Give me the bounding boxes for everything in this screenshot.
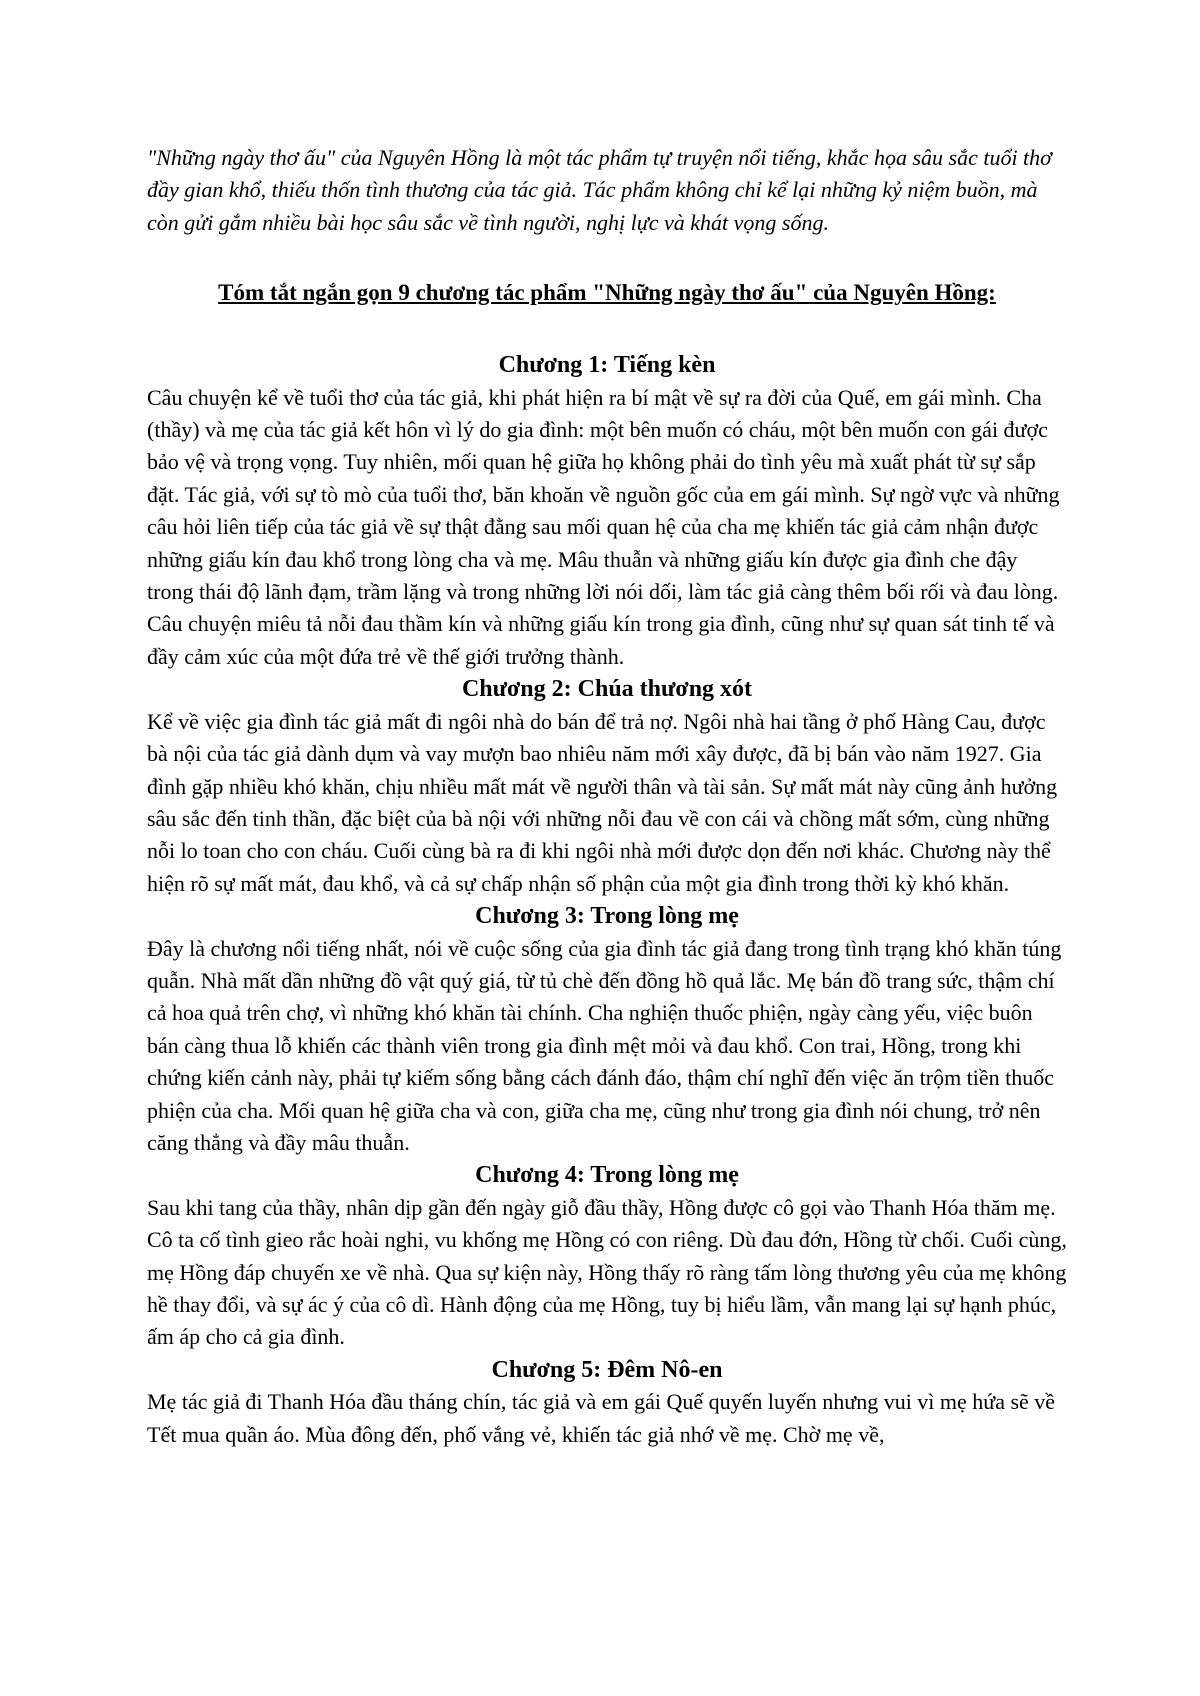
chapter-title: Chương 3: Trong lòng mẹ (475, 903, 739, 930)
intro-paragraph: "Những ngày thơ ấu" của Nguyên Hồng là một tác phẩm tự truyện nổi tiếng, khắc họa sâu sắc tuổi thơ đầy gian khổ, thiếu thốn tình thương của tác giả. Tác phẩm không chỉ kể lại những kỷ niệm buồn, mà còn gửi gắm nhiều bài học sâu sắc về tình người, nghị lực và khát vọng sống. (147, 145, 1052, 235)
chapter-title: Chương 4: Trong lòng mẹ (475, 1162, 739, 1189)
chapter-section (147, 1354, 1067, 1451)
chapter-section (147, 673, 1067, 900)
chapter-section (147, 900, 1067, 1159)
chapter-title: Chương 1: Tiếng kèn (498, 352, 716, 379)
chapter-section (147, 349, 1067, 673)
chapter-body: Sau khi tang của thầy, nhân dịp gần đến ngày giỗ đầu thầy, Hồng được cô gọi vào Thanh Hóa thăm mẹ. Cô ta cố tình gieo rắc hoài nghi, vu khống mẹ Hồng có con riêng. Dù đau đớn, Hồng từ chối. Cuối cùng, mẹ Hồng đáp chuyến xe về nhà. Qua sự kiện này, Hồng thấy rõ ràng tấm lòng thương yêu của mẹ không hề thay đổi, và sự ác ý của cô dì. Hành động của mẹ Hồng, tuy bị hiểu lầm, vẫn mang lại sự hạnh phúc, ấm áp cho cả gia đình. (147, 1194, 1067, 1350)
chapter-title: Chương 5: Đêm Nô-en (491, 1356, 723, 1383)
document-content (147, 142, 1067, 1451)
chapter-body: Câu chuyện kể về tuổi thơ của tác giả, khi phát hiện ra bí mật về sự ra đời của Quế, em gái mình. Cha (thầy) và mẹ của tác giả kết hôn vì lý do gia đình: một bên muốn có cháu, một bên muốn con gái được bảo vệ và trọng vọng. Tuy nhiên, mối quan hệ giữa họ không phải do tình yêu mà xuất phát từ sự sắp đặt. Tác giả, với sự tò mò của tuổi thơ, băn khoăn về nguồn gốc của em gái mình. Sự ngờ vực và những câu hỏi liên tiếp của tác giả về sự thật đằng sau mối quan hệ của cha mẹ khiến tác giả cảm nhận được những giấu kín đau khổ trong lòng cha và mẹ. Mâu thuẫn và những giấu kín được gia đình che đậy trong thái độ lãnh đạm, trầm lặng và trong những lời nói dối, làm tác giả càng thêm bối rối và đau lòng. Câu chuyện miêu tả nỗi đau thầm kín và những giấu kín trong gia đình, cũng như sự quan sát tinh tế và đầy cảm xúc của một đứa trẻ về thế giới trưởng thành. (147, 384, 1060, 669)
chapter-body: Kể về việc gia đình tác giả mất đi ngôi nhà do bán để trả nợ. Ngôi nhà hai tầng ở phố Hàng Cau, được bà nội của tác giả dành dụm và vay mượn bao nhiêu năm mới xây được, đã bị bán vào năm 1927. Gia đình gặp nhiều khó khăn, chịu nhiều mất mát về người thân và tài sản. Sự mất mát này cũng ảnh hưởng sâu sắc đến tinh thần, đặc biệt của bà nội với những nỗi đau về con cái và chồng mất sớm, cùng những nỗi lo toan cho con cháu. Cuối cùng bà ra đi khi ngôi nhà mới được dọn đến nơi khác. Chương này thể hiện rõ sự mất mát, đau khổ, và cả sự chấp nhận số phận của một gia đình trong thời kỳ khó khăn. (147, 708, 1058, 896)
chapter-title: Chương 2: Chúa thương xót (461, 676, 753, 703)
chapter-body: Mẹ tác giả đi Thanh Hóa đầu tháng chín, tác giả và em gái Quế quyến luyến nhưng vui vì mẹ hứa sẽ về Tết mua quần áo. Mùa đông đến, phố vắng vẻ, khiến tác giả nhớ về mẹ. Chờ mẹ về, (147, 1389, 1056, 1447)
summary-heading: Tóm tắt ngắn gọn 9 chương tác phẩm "Những ngày thơ ấu" của Nguyên Hồng: (218, 280, 996, 306)
chapter-section (147, 1159, 1067, 1353)
chapter-body: Đây là chương nổi tiếng nhất, nói về cuộc sống của gia đình tác giả đang trong tình trạng khó khăn túng quẫn. Nhà mất dần những đồ vật quý giá, từ tủ chè đến đồng hồ quả lắc. Mẹ bán đồ trang sức, thậm chí cả hoa quả trên chợ, vì những khó khăn tài chính. Cha nghiện thuốc phiện, ngày càng yếu, việc buôn bán càng thua lỗ khiến các thành viên trong gia đình mệt mỏi và đau khổ. Con trai, Hồng, trong khi chứng kiến cảnh này, phải tự kiếm sống bằng cách đánh đáo, thậm chí nghĩ đến việc ăn trộm tiền thuốc phiện của cha. Mối quan hệ giữa cha và con, giữa cha mẹ, cũng như trong gia đình nói chung, trở nên căng thẳng và đầy mâu thuẫn. (147, 935, 1062, 1155)
